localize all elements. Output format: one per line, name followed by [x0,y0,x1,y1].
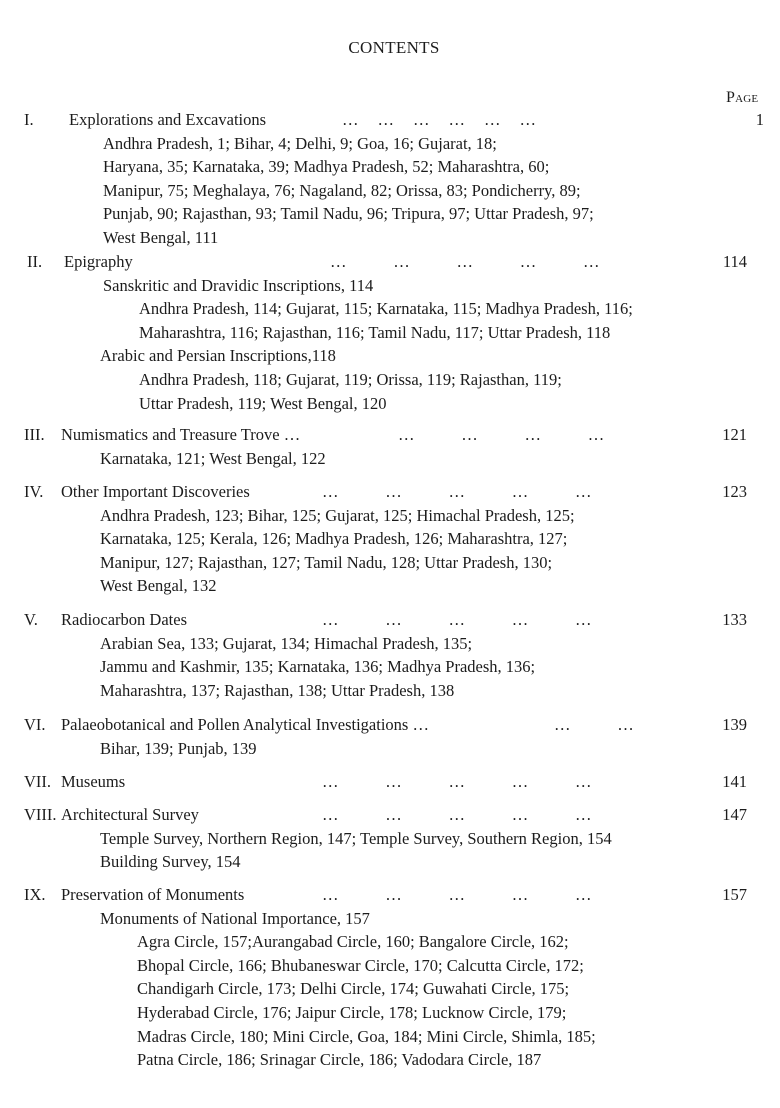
section-title: Palaeobotanical and Pollen Analytical Investigations … [61,715,429,734]
toc-entry-header[interactable] [0,108,780,132]
toc-section-numismatics [0,423,780,470]
page-label-text: Page [726,89,759,106]
page-number: 141 [722,772,747,791]
section-numeral: VI. [24,715,46,734]
entry-line: Maharashtra, 137; Rajasthan, 138; Uttar Pradesh, 138 [100,680,455,700]
toc-section-radiocarbon [0,608,780,702]
section-numeral: V. [24,610,38,629]
subsection-heading: Monuments of National Importance, 157 [100,908,370,928]
dot-leader: … … … … … [322,885,592,904]
entry-line: Building Survey, 154 [100,852,241,872]
page-number: 133 [722,610,747,629]
toc-entry-header[interactable] [0,423,780,447]
section-numeral: IX. [24,885,46,904]
section-numeral: VII. [24,772,52,791]
page-number: 157 [722,885,747,904]
toc-section-palaeobotanical [0,713,780,760]
section-title: Radiocarbon Dates [61,610,187,629]
entry-line: Punjab, 90; Rajasthan, 93; Tamil Nadu, 96; Tripura, 97; Uttar Pradesh, 97; [103,204,594,224]
page-number: 114 [722,252,747,271]
dot-leader: … … [554,715,635,734]
entry-line: Chandigarh Circle, 173; Delhi Circle, 174; Guwahati Circle, 175; [137,979,570,999]
entry-line: Maharashtra, 116; Rajasthan, 116; Tamil Nadu, 117; Uttar Pradesh, 118 [139,322,611,342]
toc-section-explorations [0,108,780,250]
dot-leader: … … … … … [330,252,600,271]
dot-leader: … … … … [398,425,605,444]
section-numeral: I. [24,110,34,129]
entry-line: Andhra Pradesh, 118; Gujarat, 119; Orissa, 119; Rajasthan, 119; [139,369,562,389]
toc-entry-header[interactable] [0,608,780,632]
section-title: Epigraphy [64,252,133,271]
subsection-heading: Arabic and Persian Inscriptions,118 [100,346,336,366]
entry-line: West Bengal, 132 [100,576,217,596]
dot-leader: … … … … … [322,482,592,501]
page-title: CONTENTS [348,38,440,57]
page-number: 147 [722,805,747,824]
section-numeral: VIII. [24,805,57,824]
section-numeral: III. [24,425,45,444]
entry-line: Jammu and Kashmir, 135; Karnataka, 136; Madhya Pradesh, 136; [100,657,536,677]
section-title: Museums [61,772,126,791]
entry-line: Karnataka, 125; Kerala, 126; Madhya Pradesh, 126; Maharashtra, 127; [100,529,568,549]
dot-leader: … … … … … … [342,110,537,129]
entry-line: Andhra Pradesh, 123; Bihar, 125; Gujarat, 125; Himachal Pradesh, 125; [100,505,575,525]
entry-line: Temple Survey, Northern Region, 147; Temple Survey, Southern Region, 154 [100,828,612,848]
section-title: Preservation of Monuments [61,885,245,904]
entry-line: Arabian Sea, 133; Gujarat, 134; Himachal Pradesh, 135; [100,633,473,653]
section-title: Explorations and Excavations [69,110,267,129]
toc-section-architectural-survey [0,803,780,874]
toc-entry-header[interactable] [0,883,780,907]
toc-entry-header[interactable] [0,480,780,504]
toc-section-epigraphy [0,250,780,415]
entry-line: Hyderabad Circle, 176; Jaipur Circle, 178; Lucknow Circle, 179; [137,1002,567,1022]
page-column-label [726,86,758,111]
entry-line: Haryana, 35; Karnataka, 39; Madhya Pradesh, 52; Maharashtra, 60; [103,157,550,177]
subsection-heading: Sanskritic and Dravidic Inscriptions, 114 [103,275,374,295]
section-title: Other Important Discoveries [61,482,250,501]
toc-entry-header[interactable] [0,250,780,274]
section-title: Numismatics and Treasure Trove … [61,425,301,444]
entry-line: Uttar Pradesh, 119; West Bengal, 120 [139,393,387,413]
toc-entry-header[interactable] [0,803,780,827]
section-numeral: IV. [24,482,44,501]
entry-line: West Bengal, 111 [103,227,219,247]
page-number: 123 [722,482,747,501]
dot-leader: … … … … … [322,610,592,629]
entry-line: Bhopal Circle, 166; Bhubaneswar Circle, 170; Calcutta Circle, 172; [137,955,584,975]
entry-line: Manipur, 127; Rajasthan, 127; Tamil Nadu, 128; Uttar Pradesh, 130; [100,552,553,572]
dot-leader: … … … … … [322,772,592,791]
toc-entry-header[interactable] [0,713,780,737]
page-number: 121 [722,425,747,444]
entry-line: Andhra Pradesh, 114; Gujarat, 115; Karnataka, 115; Madhya Pradesh, 116; [139,299,633,319]
toc-entry-header[interactable] [0,770,780,794]
page-number: 1 [755,110,764,129]
toc-section-museums [0,770,780,794]
entry-line: Patna Circle, 186; Srinagar Circle, 186; Vadodara Circle, 187 [137,1050,542,1070]
toc-section-preservation [0,883,780,1072]
entry-line: Bihar, 139; Punjab, 139 [100,738,257,758]
section-title: Architectural Survey [61,805,199,824]
entry-line: Madras Circle, 180; Mini Circle, Goa, 184; Mini Circle, Shimla, 185; [137,1026,596,1046]
entry-line: Andhra Pradesh, 1; Bihar, 4; Delhi, 9; Goa, 16; Gujarat, 18; [103,133,497,153]
toc-section-discoveries [0,480,780,598]
section-numeral: II. [27,252,43,271]
page-number: 139 [722,715,747,734]
entry-line: Manipur, 75; Meghalaya, 76; Nagaland, 82; Orissa, 83; Pondicherry, 89; [103,180,581,200]
dot-leader: … … … … … [322,805,592,824]
entry-line: Karnataka, 121; West Bengal, 122 [100,448,326,468]
entry-line: Agra Circle, 157;Aurangabad Circle, 160; Bangalore Circle, 162; [137,932,569,952]
